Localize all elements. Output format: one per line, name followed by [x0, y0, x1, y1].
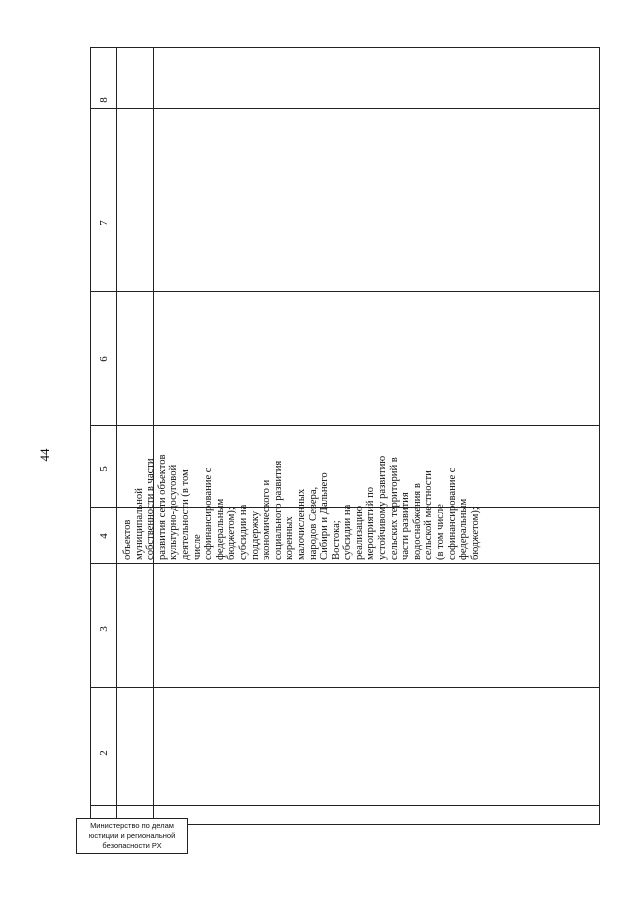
cell-line: коренных	[284, 516, 296, 560]
cell-line: бюджетом);	[226, 507, 238, 560]
cell-line: социального развития	[272, 460, 284, 560]
cell-line: Востока;	[330, 520, 342, 560]
cell-line: деятельности (в том	[179, 469, 191, 560]
cell-line: водоснабжения в	[411, 483, 423, 560]
cell-line: собственности в части	[145, 458, 157, 560]
header-band-line	[116, 48, 117, 824]
cell-line: поддержку	[249, 510, 261, 560]
cell-line: муниципальной	[133, 488, 145, 560]
column-number-5: 5	[98, 466, 110, 472]
column-number-7: 7	[98, 220, 110, 226]
cell-line: народов Севера,	[307, 486, 319, 560]
cell-line: софинансирование с	[203, 467, 215, 560]
column-divider	[91, 108, 599, 109]
cell-line: части развития	[400, 492, 412, 560]
cell-line: субсидии на	[237, 504, 249, 560]
column-number-4: 4	[98, 533, 110, 539]
cell-line: мероприятий по	[365, 486, 377, 560]
page-number: 44	[37, 448, 52, 462]
cell-line: малочисленных	[295, 488, 307, 560]
column-number-3: 3	[98, 626, 110, 632]
cell-line: (в том числе	[435, 504, 447, 560]
column-divider	[91, 805, 599, 806]
column-divider	[91, 687, 599, 688]
cell-line: культурно-досуговой	[168, 464, 180, 560]
cell-line: числе	[191, 534, 203, 560]
cell-line: сельской местности	[423, 470, 435, 560]
cell-line: федеральным	[458, 498, 470, 560]
column-7-cell-text	[122, 133, 481, 560]
cell-line: объектов	[122, 519, 133, 560]
cell-line: реализацию	[353, 505, 365, 560]
cell-line: развития сети объектов	[156, 454, 168, 560]
cell-line: субсидии на	[342, 504, 354, 560]
column-number-6: 6	[98, 356, 110, 362]
cell-line: софинансирование с	[446, 467, 458, 560]
cell-line: сельских территорий в	[388, 457, 400, 560]
ministry-stamp	[76, 818, 188, 854]
column-number-2: 2	[98, 750, 110, 756]
stamp-line: безопасности РХ	[102, 841, 162, 850]
cell-line: Сибири и Дальнего	[319, 472, 331, 560]
cell-line: бюджетом);	[469, 507, 481, 560]
cell-line: федеральным	[214, 498, 226, 560]
stamp-line: Министерство по делам	[90, 821, 174, 830]
cell-line: экономического и	[261, 479, 273, 560]
stamp-line: юстиции и региональной	[88, 831, 176, 840]
column-number-8: 8	[98, 97, 110, 103]
column-divider	[91, 563, 599, 564]
cell-line: устойчивому развитию	[377, 455, 389, 560]
